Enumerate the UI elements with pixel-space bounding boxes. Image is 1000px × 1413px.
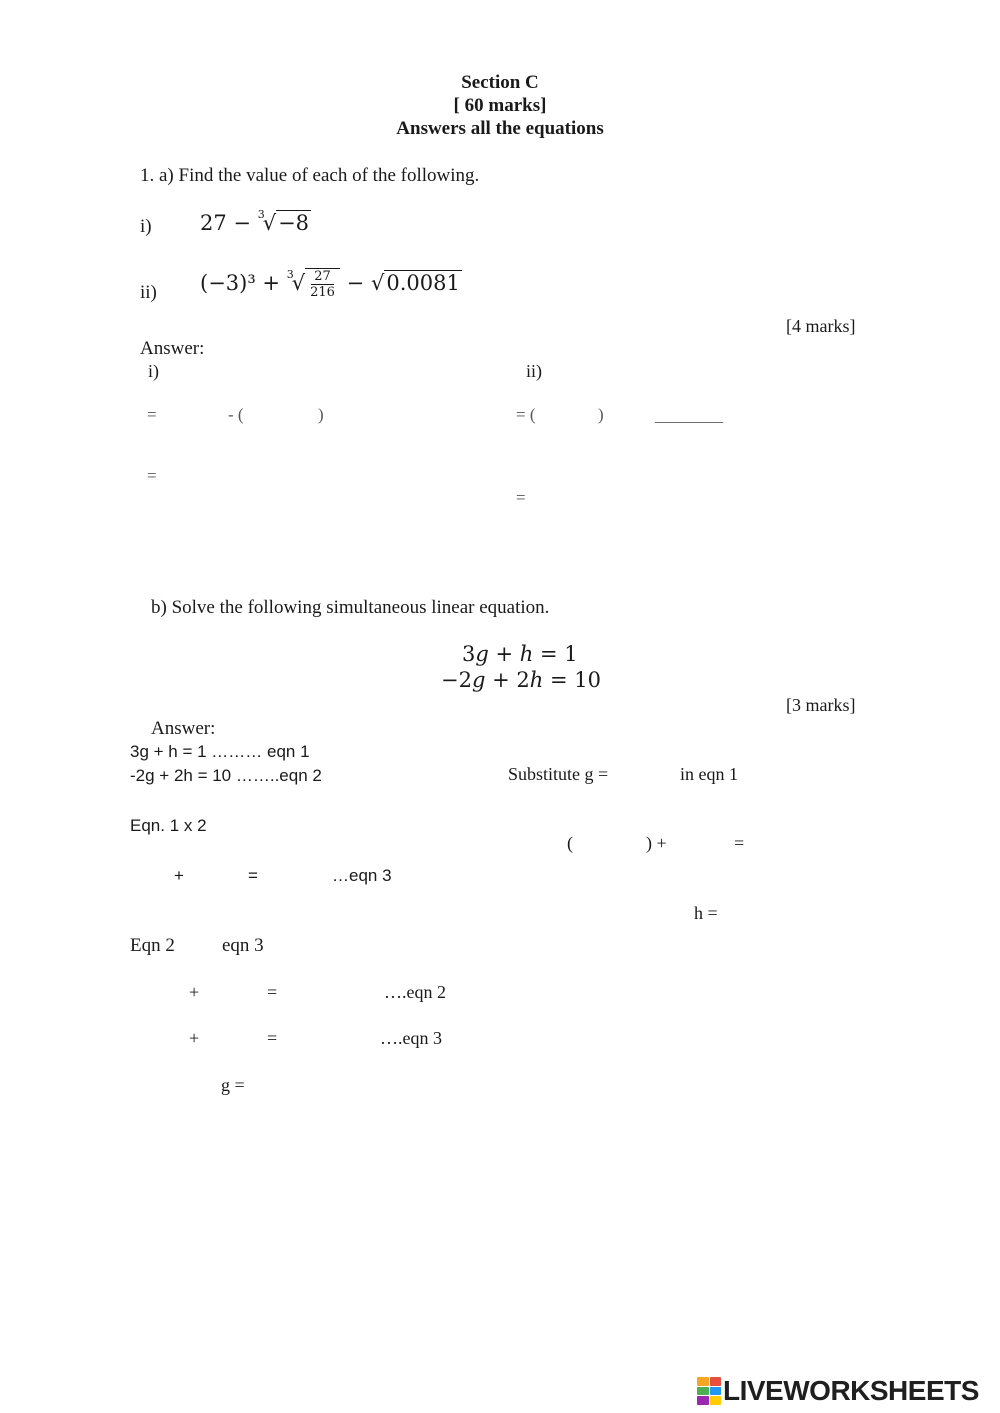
work-eqn-1: 3g + h = 1 ……… eqn 1: [130, 742, 310, 761]
part-i-expr-left: 27 −: [200, 211, 251, 235]
fraction: [307, 269, 338, 300]
in-eqn1-label: in eqn 1: [680, 764, 738, 784]
section-marks: [ 60 marks]: [453, 95, 547, 116]
part-i-label: i): [140, 216, 152, 237]
part-i-expression: [200, 210, 311, 235]
row3-label: …eqn 3: [332, 866, 392, 885]
ans-i-minus-paren: - (: [228, 405, 244, 424]
eq2-rhs: = 10: [543, 668, 601, 692]
part-ii-expression: [200, 268, 462, 300]
answer-label-a: Answer:: [140, 338, 205, 359]
row-a-label: ….eqn 2: [384, 982, 446, 1002]
row-a-plus: +: [189, 982, 200, 1002]
liveworksheets-logo: [697, 1375, 979, 1407]
row-a-equals: =: [267, 982, 278, 1002]
ans-ii-close-paren: ): [598, 405, 604, 424]
answer-ii-label: ii): [526, 361, 542, 381]
cube-root: $^3$√−8: [257, 208, 310, 235]
root-content: −8: [278, 211, 310, 235]
row-b-equals: =: [267, 1028, 278, 1048]
eq1-plus: +: [488, 642, 520, 666]
square-root: √0.0081: [370, 271, 460, 295]
part-ii-label: ii): [140, 282, 157, 303]
answer-i-label: i): [148, 361, 159, 381]
section-instruction: Answers all the equations: [396, 118, 604, 139]
fraction-numerator: 27: [311, 269, 334, 285]
ans-i-close-paren: ): [318, 405, 324, 424]
row3-equals: =: [248, 866, 258, 885]
part-ii-minus: −: [346, 271, 365, 295]
ans-ii-equals-2: =: [516, 488, 526, 507]
q1a-marks: [4 marks]: [786, 316, 856, 336]
answer-label-b: Answer:: [151, 718, 216, 739]
eq1-coef: 3: [462, 642, 476, 666]
question-1a-prompt: 1. a) Find the value of each of the following.: [140, 165, 480, 186]
cube-root-fraction: $^3$√ $\frac{27}{216}$: [287, 268, 340, 300]
root-index: 3: [257, 208, 265, 221]
eq2-var-h: h: [529, 668, 544, 692]
ans-i-equals-2: =: [147, 466, 157, 485]
eq2-var-g: g: [471, 668, 486, 692]
part-ii-expr-left: (−3)³ +: [200, 271, 281, 295]
ans-ii-equals-1: = (: [516, 405, 536, 424]
row-b-label: ….eqn 3: [380, 1028, 442, 1048]
eqn1-times-2: Eqn. 1 x 2: [130, 816, 207, 835]
sub-equals: =: [734, 833, 745, 853]
eq1-rhs: = 1: [533, 642, 578, 666]
work-eqn-2: -2g + 2h = 10 ……..eqn 2: [130, 766, 322, 785]
row3-plus: +: [174, 866, 184, 885]
eqn3-label: eqn 3: [222, 935, 264, 956]
ans-i-equals-1: =: [147, 405, 157, 424]
eq1-var-g: g: [475, 642, 489, 666]
eq1-var-h: h: [519, 642, 534, 666]
question-1b-prompt: b) Solve the following simultaneous linear equation.: [151, 597, 550, 618]
sqrt-content: 0.0081: [386, 271, 460, 295]
sub-close-plus: ) +: [646, 833, 667, 853]
logo-icon: [697, 1377, 721, 1405]
section-title: Section C: [461, 72, 539, 93]
root-index: 3: [286, 268, 294, 281]
eqn2-label: Eqn 2: [130, 935, 175, 956]
row-b-plus: +: [189, 1028, 200, 1048]
ans-ii-blank: ________: [655, 406, 723, 425]
g-result: g =: [221, 1075, 245, 1095]
eq2-coef: −2: [441, 668, 472, 692]
fraction-denominator: 216: [310, 285, 335, 300]
equation-1: [462, 642, 578, 666]
equation-2: [441, 668, 601, 692]
substitute-label: Substitute g =: [508, 764, 609, 784]
sub-open-paren: (: [567, 833, 573, 853]
logo-text: LIVEWORKSHEETS: [723, 1375, 979, 1406]
q1b-marks: [3 marks]: [786, 695, 856, 715]
eq2-plus: + 2: [485, 668, 530, 692]
h-result: h =: [694, 903, 718, 923]
